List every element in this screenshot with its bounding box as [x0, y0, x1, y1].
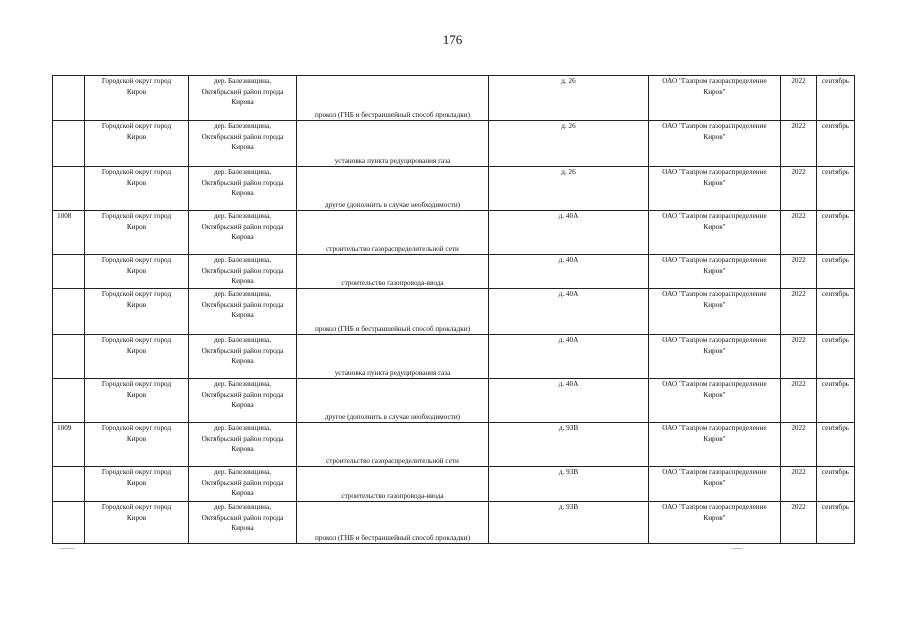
month-cell: сентябрь [817, 379, 855, 423]
row-number-cell [53, 379, 85, 423]
locality-line: Кирова [231, 489, 254, 497]
table-row [53, 379, 855, 423]
locality-line: дер. Балезинщина, [213, 122, 272, 130]
locality-line: Октябрьский район города [201, 222, 284, 231]
locality-line: Кирова [231, 445, 254, 453]
year-cell: 2022 [781, 423, 817, 467]
month-cell: сентябрь [817, 121, 855, 167]
locality-line: дер. Балезинщина, [213, 290, 272, 298]
table-row [53, 335, 855, 379]
municipality-line: Городской округ город [101, 212, 172, 220]
scan-mark [732, 548, 742, 549]
locality-line: дер. Балезинщина, [213, 168, 272, 176]
work-type-cell: другое (дополнить в случае необходимости) [297, 379, 489, 423]
row-number-cell [53, 255, 85, 289]
municipality-line: Городской округ город [101, 77, 172, 85]
organization-line: Киров" [703, 300, 726, 309]
organization-line: Киров" [703, 132, 726, 141]
locality-line: дер. Балезинщина, [213, 503, 272, 511]
locality-line: дер. Балезинщина, [213, 468, 272, 476]
organization-line: ОАО "Газпром газораспределение [662, 336, 767, 344]
organization-line: Киров" [703, 434, 726, 443]
municipality-cell [85, 167, 189, 211]
work-type-cell: строительство газопровода-ввода [297, 467, 489, 502]
organization-line: ОАО "Газпром газораспределение [662, 168, 767, 176]
row-number-cell [53, 121, 85, 167]
municipality-line: Киров [126, 300, 147, 309]
organization-line: ОАО "Газпром газораспределение [662, 503, 767, 511]
year-cell: 2022 [781, 335, 817, 379]
locality-cell [189, 255, 297, 289]
locality-line: дер. Балезинщина, [213, 256, 272, 264]
municipality-line: Городской округ город [101, 256, 172, 264]
municipality-line: Городской округ город [101, 122, 172, 130]
table-body [53, 76, 855, 544]
municipality-line: Киров [126, 434, 147, 443]
locality-line: Октябрьский район города [201, 87, 284, 96]
locality-cell [189, 379, 297, 423]
municipality-cell [85, 289, 189, 335]
organization-cell [649, 76, 781, 121]
row-number-cell [53, 167, 85, 211]
municipality-line: Киров [126, 266, 147, 275]
row-number-cell [53, 76, 85, 121]
organization-cell [649, 167, 781, 211]
table-row [53, 255, 855, 289]
work-type-cell: прокол (ГНБ и бестраншейный способ прокладки) [297, 289, 489, 335]
table-row [53, 121, 855, 167]
house-cell: д. 40А [489, 211, 649, 255]
table-row [53, 467, 855, 502]
table-row [53, 502, 855, 544]
organization-line: Киров" [703, 513, 726, 522]
table-row [53, 289, 855, 335]
row-number-cell: 1009 [53, 423, 85, 467]
organization-line: ОАО "Газпром газораспределение [662, 468, 767, 476]
year-cell: 2022 [781, 289, 817, 335]
locality-line: Кирова [231, 524, 254, 532]
organization-line: Киров" [703, 222, 726, 231]
municipality-cell [85, 502, 189, 544]
year-cell: 2022 [781, 76, 817, 121]
locality-line: Октябрьский район города [201, 346, 284, 355]
locality-line: Кирова [231, 401, 254, 409]
locality-cell [189, 167, 297, 211]
municipality-line: Городской округ город [101, 424, 172, 432]
municipality-line: Городской округ город [101, 168, 172, 176]
locality-cell [189, 335, 297, 379]
organization-line: ОАО "Газпром газораспределение [662, 290, 767, 298]
municipality-cell [85, 121, 189, 167]
table-row [53, 423, 855, 467]
month-cell: сентябрь [817, 76, 855, 121]
year-cell: 2022 [781, 467, 817, 502]
organization-line: Киров" [703, 266, 726, 275]
municipality-line: Городской округ город [101, 336, 172, 344]
house-cell: д. 93В [489, 502, 649, 544]
organization-line: Киров" [703, 390, 726, 399]
municipality-line: Городской округ город [101, 468, 172, 476]
municipality-cell [85, 255, 189, 289]
scan-mark [60, 548, 74, 549]
house-cell: д. 40А [489, 379, 649, 423]
locality-line: Октябрьский район города [201, 478, 284, 487]
municipality-cell [85, 211, 189, 255]
locality-line: дер. Балезинщина, [213, 380, 272, 388]
work-type-cell: прокол (ГНБ и бестраншейный способ прокладки) [297, 76, 489, 121]
work-type-cell: строительство газораспределительной сети [297, 423, 489, 467]
municipality-line: Киров [126, 132, 147, 141]
locality-line: Октябрьский район города [201, 434, 284, 443]
work-type-cell: установка пункта редуцирования газа [297, 121, 489, 167]
locality-line: Кирова [231, 357, 254, 365]
municipality-line: Киров [126, 346, 147, 355]
organization-cell [649, 211, 781, 255]
organization-line: ОАО "Газпром газораспределение [662, 380, 767, 388]
house-cell: д. 40А [489, 255, 649, 289]
locality-line: Октябрьский район города [201, 300, 284, 309]
municipality-cell [85, 335, 189, 379]
organization-line: Киров" [703, 478, 726, 487]
locality-line: Октябрьский район города [201, 390, 284, 399]
table-row [53, 211, 855, 255]
municipality-cell [85, 76, 189, 121]
municipality-cell [85, 379, 189, 423]
locality-line: Кирова [231, 233, 254, 241]
locality-line: дер. Балезинщина, [213, 212, 272, 220]
organization-cell [649, 255, 781, 289]
organization-cell [649, 379, 781, 423]
organization-line: ОАО "Газпром газораспределение [662, 122, 767, 130]
organization-cell [649, 502, 781, 544]
locality-cell [189, 121, 297, 167]
locality-line: Кирова [231, 98, 254, 106]
locality-line: Кирова [231, 143, 254, 151]
house-cell: д. 93В [489, 423, 649, 467]
month-cell: сентябрь [817, 467, 855, 502]
row-number-cell [53, 335, 85, 379]
work-type-cell: строительство газораспределительной сети [297, 211, 489, 255]
work-type-cell: установка пункта редуцирования газа [297, 335, 489, 379]
locality-cell [189, 289, 297, 335]
locality-line: Октябрьский район города [201, 178, 284, 187]
year-cell: 2022 [781, 211, 817, 255]
house-cell: д. 40А [489, 289, 649, 335]
year-cell: 2022 [781, 255, 817, 289]
locality-line: Октябрьский район города [201, 132, 284, 141]
locality-line: Кирова [231, 277, 254, 285]
locality-cell [189, 211, 297, 255]
organization-line: ОАО "Газпром газораспределение [662, 77, 767, 85]
house-cell: д. 26 [489, 167, 649, 211]
organization-cell [649, 423, 781, 467]
organization-cell [649, 335, 781, 379]
house-cell: д. 26 [489, 121, 649, 167]
house-cell: д. 26 [489, 76, 649, 121]
locality-line: дер. Балезинщина, [213, 424, 272, 432]
year-cell: 2022 [781, 121, 817, 167]
row-number-cell [53, 467, 85, 502]
month-cell: сентябрь [817, 335, 855, 379]
municipality-line: Киров [126, 87, 147, 96]
municipality-line: Киров [126, 390, 147, 399]
house-cell: д. 40А [489, 335, 649, 379]
locality-cell [189, 467, 297, 502]
work-type-cell: строительство газопровода-ввода [297, 255, 489, 289]
month-cell: сентябрь [817, 423, 855, 467]
organization-cell [649, 121, 781, 167]
locality-cell [189, 423, 297, 467]
municipality-cell [85, 467, 189, 502]
house-cell: д. 93В [489, 467, 649, 502]
organization-cell [649, 467, 781, 502]
locality-line: Октябрьский район города [201, 513, 284, 522]
locality-line: Кирова [231, 311, 254, 319]
works-table [52, 75, 855, 544]
table-row [53, 167, 855, 211]
table-row [53, 76, 855, 121]
organization-line: ОАО "Газпром газораспределение [662, 212, 767, 220]
locality-line: дер. Балезинщина, [213, 77, 272, 85]
municipality-line: Киров [126, 478, 147, 487]
municipality-line: Киров [126, 513, 147, 522]
month-cell: сентябрь [817, 167, 855, 211]
locality-line: дер. Балезинщина, [213, 336, 272, 344]
organization-cell [649, 289, 781, 335]
locality-line: Октябрьский район города [201, 266, 284, 275]
municipality-line: Городской округ город [101, 290, 172, 298]
page-number: 176 [442, 32, 463, 47]
row-number-cell [53, 289, 85, 335]
row-number-cell [53, 502, 85, 544]
organization-line: ОАО "Газпром газораспределение [662, 424, 767, 432]
organization-line: Киров" [703, 346, 726, 355]
locality-cell [189, 502, 297, 544]
month-cell: сентябрь [817, 289, 855, 335]
organization-line: Киров" [703, 87, 726, 96]
municipality-line: Киров [126, 178, 147, 187]
municipality-line: Городской округ город [101, 380, 172, 388]
organization-line: ОАО "Газпром газораспределение [662, 256, 767, 264]
organization-line: Киров" [703, 178, 726, 187]
month-cell: сентябрь [817, 502, 855, 544]
year-cell: 2022 [781, 167, 817, 211]
municipality-line: Киров [126, 222, 147, 231]
municipality-line: Городской округ город [101, 503, 172, 511]
year-cell: 2022 [781, 379, 817, 423]
locality-cell [189, 76, 297, 121]
month-cell: сентябрь [817, 211, 855, 255]
row-number-cell: 1008 [53, 211, 85, 255]
year-cell: 2022 [781, 502, 817, 544]
municipality-cell [85, 423, 189, 467]
work-type-cell: прокол (ГНБ и бестраншейный способ прокладки) [297, 502, 489, 544]
month-cell: сентябрь [817, 255, 855, 289]
work-type-cell: другое (дополнить в случае необходимости) [297, 167, 489, 211]
locality-line: Кирова [231, 189, 254, 197]
